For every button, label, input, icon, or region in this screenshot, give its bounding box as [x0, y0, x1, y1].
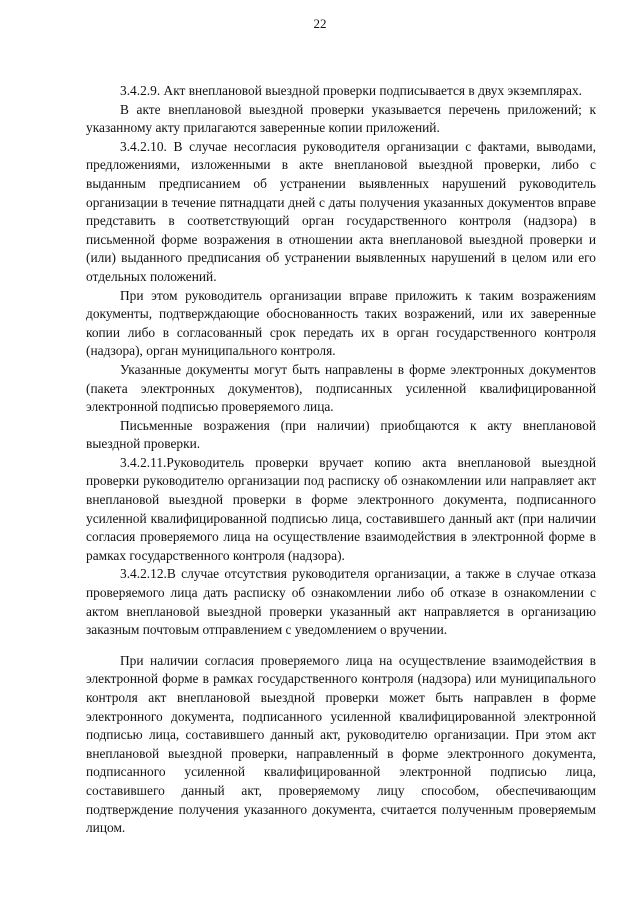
paragraph-appendices-list: В акте внеплановой выездной проверки указывается перечень приложений; к указанному акту прилагаются заверенные копии приложений. — [86, 101, 596, 136]
paragraph-3-4-2-9: 3.4.2.9. Акт внеплановой выездной проверки подписывается в двух экземплярах. — [120, 83, 582, 98]
paragraph-electronic-interaction: При наличии согласия проверяемого лица на осуществление взаимодействия в электронной форме в рамках государственного контроля (надзора) или муниципального контроля акт внеплановой выездной проверки может быть направлен в форме электронного документа, подписанного усиленной квалифицированной электронной подписью лица, составившего данный акт, руководителю организации. При этом акт внеплановой выездной проверки, направленный в форме электронного документа, подписанного усиленной квалифицированной электронной подписью лица, составившего данный акт, проверяемому лицу способом, обеспечивающим подтверждение получения указанного документа, считается полученным проверяемым лицом. — [86, 652, 596, 836]
paragraph-electronic-documents: Указанные документы могут быть направлены в форме электронных документов (пакета электронных документов), подписанных усиленной квалифицированной электронной подписью проверяемого лица. — [86, 361, 596, 415]
paragraph-3-4-2-11: 3.4.2.11.Руководитель проверки вручает копию акта внеплановой выездной проверки руководителю организации под расписку об ознакомлении или направляет акт внеплановой выездной проверки в форме электронного документа, подписанного усиленной квалифицированной подписью лица, составившего данный акт (при наличии согласия проверяемого лица на осуществление взаимодействия в электронной форме в рамках государственного контроля (надзора). — [86, 454, 596, 563]
paragraph-3-4-2-12: 3.4.2.12.В случае отсутствия руководителя организации, а также в случае отказа проверяемого лица дать расписку об ознакомлении либо об отказе в ознакомлении с актом внеплановой выездной проверки указанный акт направляется в организацию заказным почтовым отправлением с уведомлением о вручении. — [86, 566, 596, 638]
paragraph-3-4-2-10: 3.4.2.10. В случае несогласия руководителя организации с фактами, выводами, предложениями, изложенными в акте внеплановой выездной проверки, либо с выданным предписанием об устранении выявленных нарушений руководитель организации в течение пятнадцати дней с даты получения указанных документов вправе представить в соответствующий орган государственного контроля (надзора) в письменной форме возражения в отношении акта внеплановой выездной проверки и (или) выданного предписания об устранении выявленных нарушений в целом или его отдельных положений. — [86, 138, 596, 284]
paragraph-objection-documents: При этом руководитель организации вправе приложить к таким возражениям документы, подтверждающие обоснованность таких возражений, или их заверенные копии либо в согласованный срок передать их в орган государственного контроля (надзора), орган муниципального контроля. — [86, 287, 596, 359]
paragraph-written-objections: Письменные возражения (при наличии) приобщаются к акту внеплановой выездной проверки. — [86, 417, 596, 452]
document-body — [86, 82, 596, 838]
page-number: 22 — [313, 16, 327, 31]
